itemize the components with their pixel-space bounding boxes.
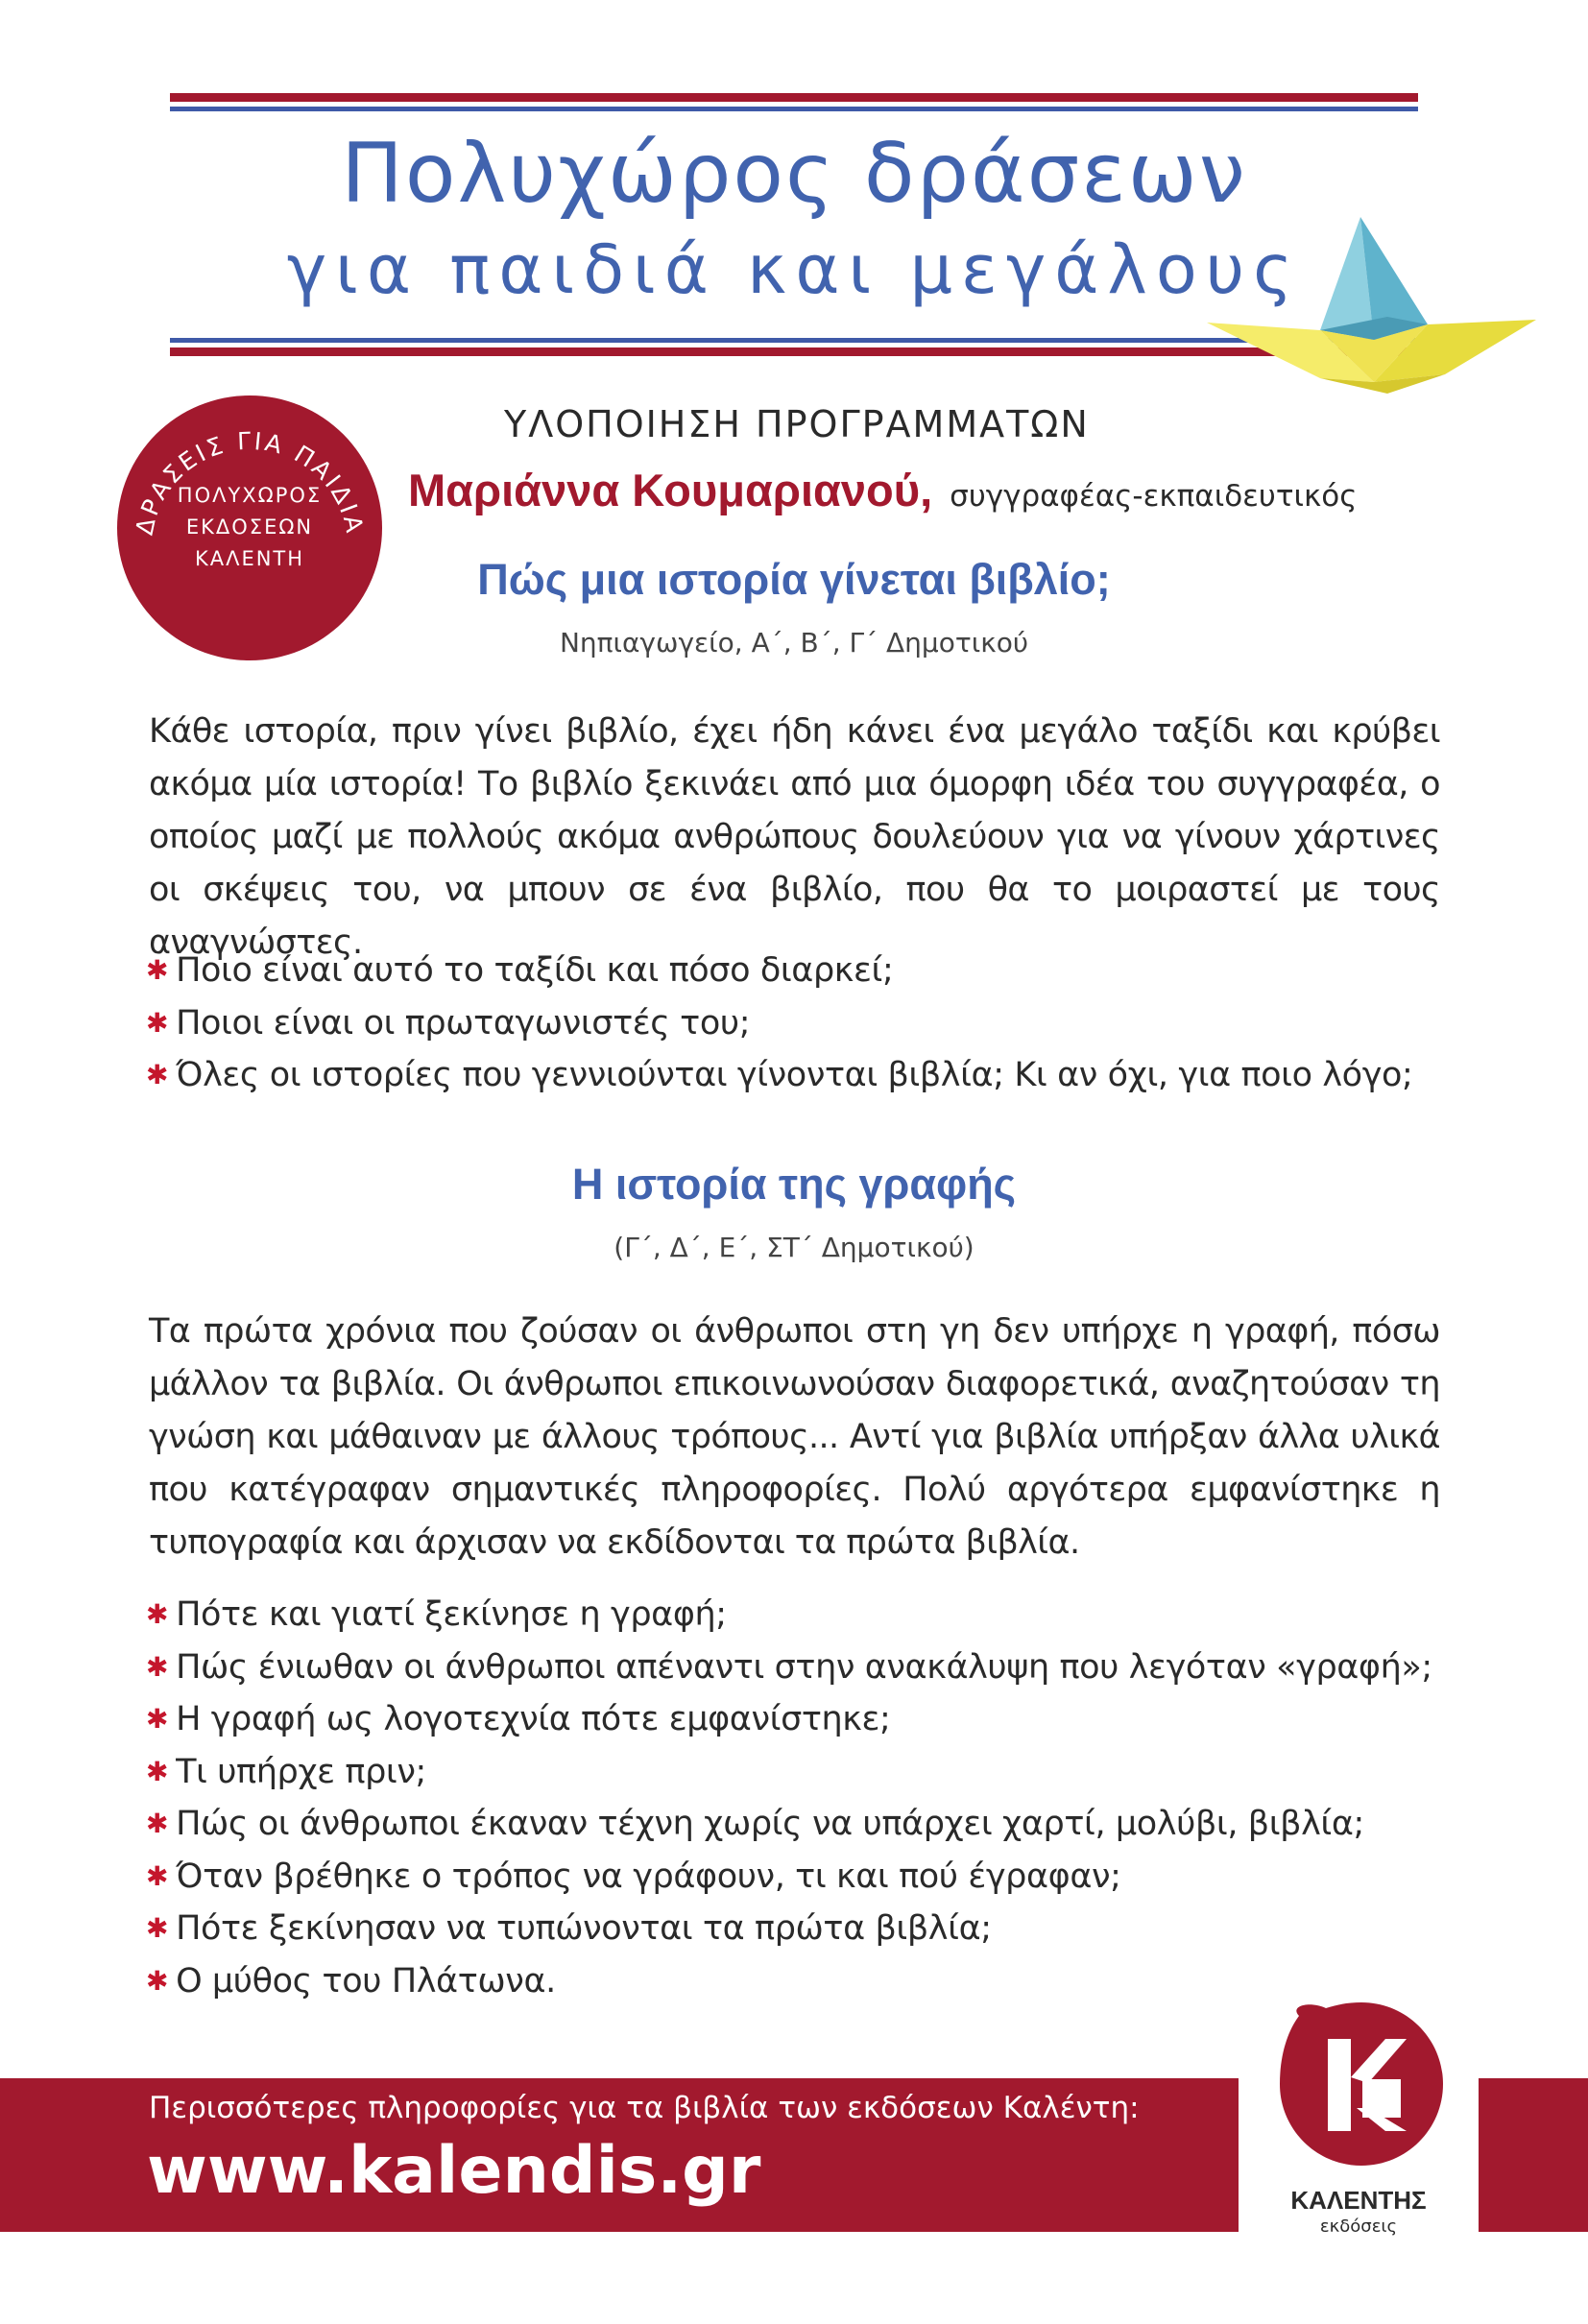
- section2-questions: [146, 1589, 1490, 2007]
- asterisk-icon: ✱: [146, 1598, 169, 1630]
- asterisk-icon: ✱: [146, 1006, 169, 1039]
- list-item: ✱ Πότε ξεκίνησαν να τυπώνονται τα πρώτα βιβλία;: [146, 1909, 992, 1948]
- page-subtitle: για παιδιά και μεγάλους: [286, 230, 1302, 309]
- asterisk-icon: ✱: [146, 1912, 169, 1944]
- list-item: ✱ Ποιοι είναι οι πρωταγωνιστές του;: [146, 1003, 751, 1042]
- author-role: συγγραφέας-εκπαιδευτικός: [950, 479, 1358, 514]
- section2-title: Η ιστορία της γραφής: [571, 1160, 1017, 1209]
- asterisk-icon: ✱: [146, 954, 169, 986]
- list-item: ✱ Όταν βρέθηκε ο τρόπος να γράφουν, τι και πού έγραφαν;: [146, 1857, 1121, 1896]
- asterisk-icon: ✱: [146, 1703, 169, 1735]
- section2-audience: (Γ΄, Δ΄, Ε΄, ΣΤ΄ Δημοτικού): [614, 1232, 974, 1263]
- website-link[interactable]: www.kalendis.gr: [147, 2133, 761, 2209]
- list-item: ✱ Πώς οι άνθρωποι έκαναν τέχνη χωρίς να υπάρχει χαρτί, μολύβι, βιβλία;: [146, 1805, 1364, 1843]
- asterisk-icon: ✱: [146, 1059, 169, 1090]
- author-name: Μαριάννα Κουμαριανού,: [408, 465, 933, 515]
- paper-boat-icon: [1205, 209, 1541, 401]
- page-title: Πολυχώρος δράσεων: [341, 126, 1247, 222]
- asterisk-icon: ✱: [146, 1755, 169, 1787]
- section1-audience: Νηπιαγωγείο, Α΄, Β΄, Γ΄ Δημοτικού: [559, 627, 1029, 659]
- badge-arc-text: ΔΡΑΣΕΙΣ ΓΙΑ ΠΑΙΔΙΑ: [130, 426, 370, 538]
- top-rule-red: [170, 93, 1418, 102]
- author-line: [408, 464, 1357, 516]
- logo-name: ΚΑΛΕΝΤΗΣ: [1290, 2186, 1427, 2215]
- kalentis-logo-icon: [1280, 2002, 1443, 2175]
- list-item: ✱ Πότε και γιατί ξεκίνησε η γραφή;: [146, 1595, 727, 1634]
- asterisk-icon: ✱: [146, 1859, 169, 1892]
- section1-title: Πώς μια ιστορία γίνεται βιβλίο;: [477, 555, 1111, 604]
- footer-info: Περισσότερες πληροφορίες για τα βιβλία των εκδόσεων Καλέντη:: [149, 2091, 1140, 2125]
- list-item: ✱ Πώς ένιωθαν οι άνθρωποι απέναντι στην ανακάλυψη που λεγόταν «γραφή»;: [146, 1647, 1432, 1687]
- list-item: ✱ Τι υπήρχε πριν;: [146, 1752, 426, 1791]
- badge-label: ΠΟΛΥΧΩΡΟΣ ΕΚΔΟΣΕΩΝ ΚΑΛΕΝΤΗ: [177, 484, 323, 570]
- section1-paragraph: Κάθε ιστορία, πριν γίνει βιβλίο, έχει ήδη κάνει ένα μεγάλο ταξίδι και κρύβει ακόμα μία ιστορία! Το βιβλίο ξεκινάει από μια όμορφη ιδέα του συγγραφέα, ο οποίος μαζί με πολλούς ακόμα ανθρώπους δουλεύουν για να γίνουν χάρτινες οι σκέψεις του, να μπουν σε ένα βιβλίο, που θα το μοιραστεί με τους αναγνώστες.: [149, 712, 1440, 962]
- logo-subtitle: εκδόσεις: [1319, 2216, 1398, 2237]
- section2-paragraph: Τα πρώτα χρόνια που ζούσαν οι άνθρωποι στη γη δεν υπήρχε η γραφή, πόσω μάλλον τα βιβλία. Οι άνθρωποι επικοινωνούσαν διαφορετικά, αναζητούσαν τη γνώση και μάθαιναν με άλλους τρόπους... Αντί για βιβλία υπήρξαν άλλα υλικά που κατέγραφαν σημαντικές πληροφορίες. Πολύ αργότερα εμφανίστηκε η τυπογραφία και άρχισαν να εκδίδονται τα πρώτα βιβλία.: [149, 1312, 1440, 1562]
- list-item: ✱ Ο μύθος του Πλάτωνα.: [146, 1961, 556, 2001]
- asterisk-icon: ✱: [146, 1650, 169, 1683]
- top-rule-blue: [170, 107, 1418, 111]
- list-item: ✱ Όλες οι ιστορίες που γεννιούνται γίνονται βιβλία; Κι αν όχι, για ποιο λόγο;: [146, 1056, 1413, 1094]
- section1-questions: [146, 945, 1490, 1102]
- program-label: ΥΛΟΠΟΙΗΣΗ ΠΡΟΓΡΑΜΜΑΤΩΝ: [504, 403, 1090, 445]
- asterisk-icon: ✱: [146, 1808, 169, 1839]
- list-item: ✱ Ποιο είναι αυτό το ταξίδι και πόσο διαρκεί;: [146, 951, 894, 990]
- asterisk-icon: ✱: [146, 1964, 169, 1997]
- list-item: ✱ Η γραφή ως λογοτεχνία πότε εμφανίστηκε;: [146, 1700, 891, 1738]
